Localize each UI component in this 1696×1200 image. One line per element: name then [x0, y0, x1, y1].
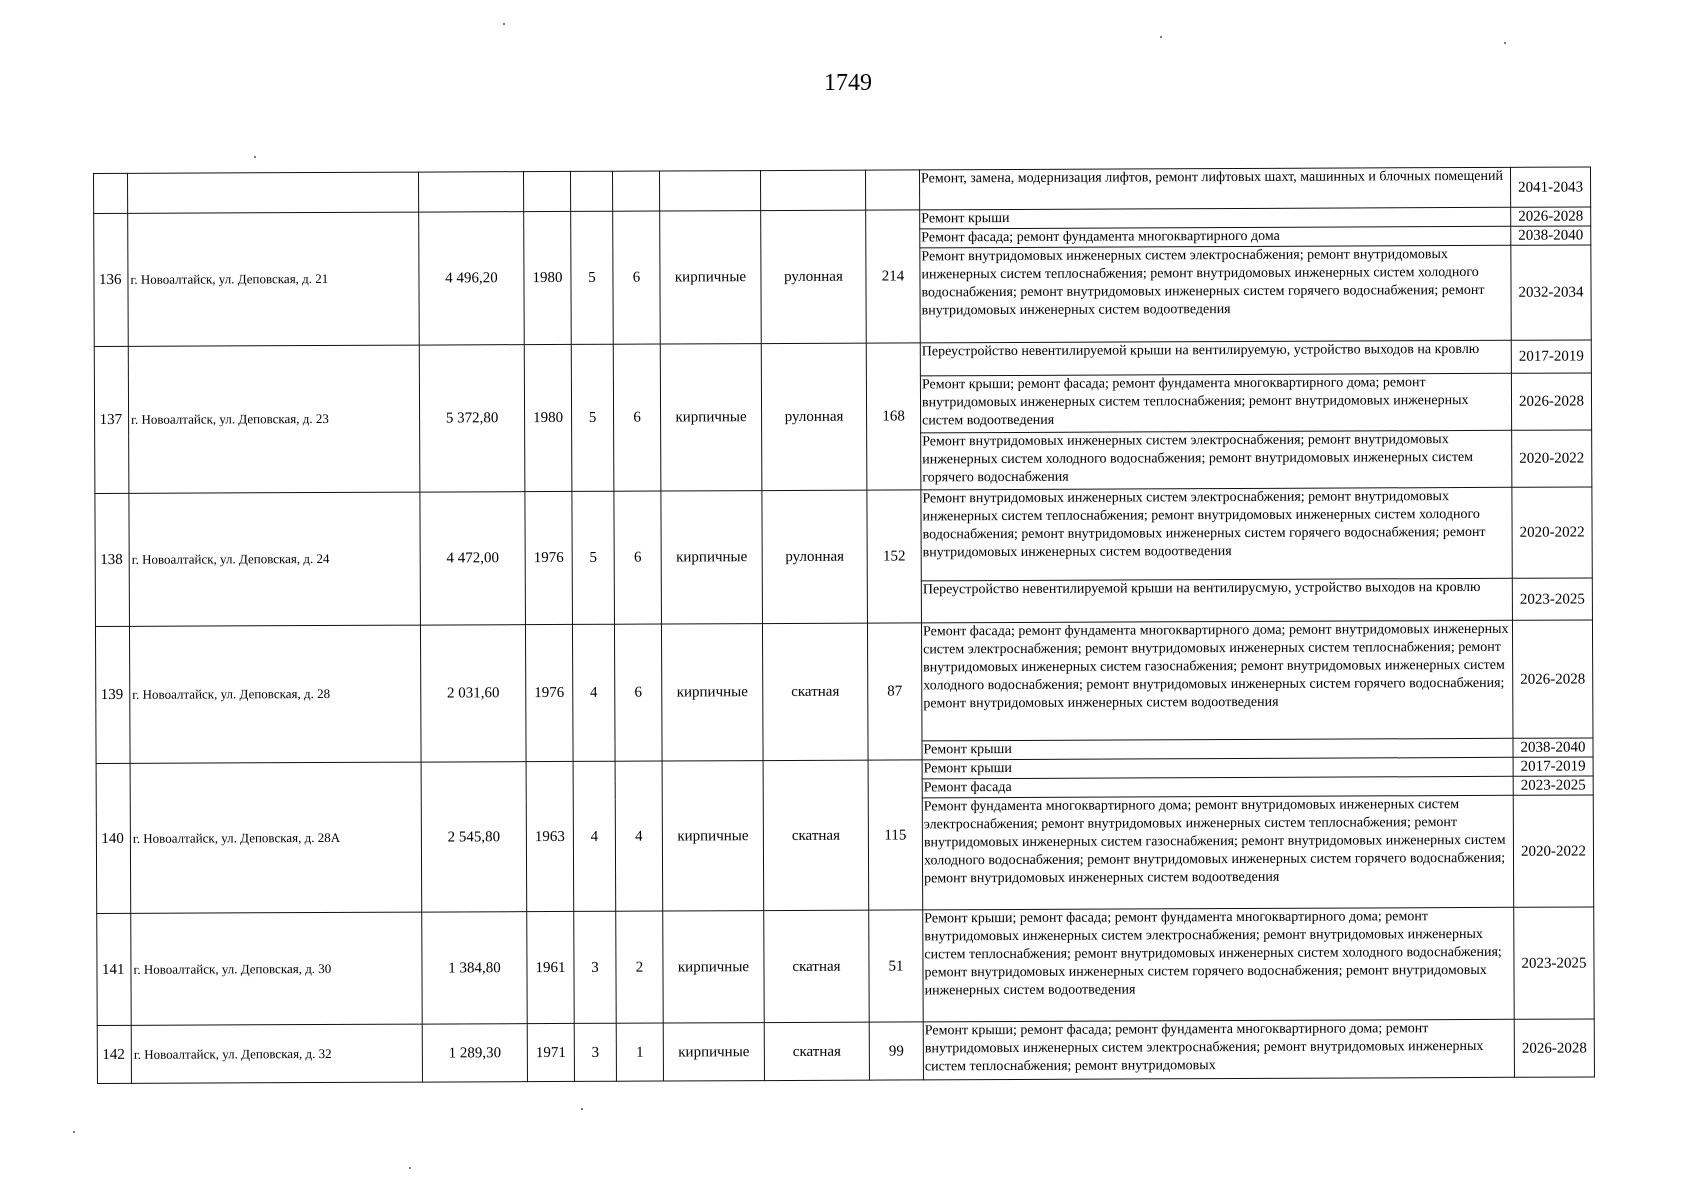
floor-count	[570, 171, 612, 211]
wall-material: кирпичные	[663, 911, 764, 1023]
scan-speck	[254, 156, 256, 158]
work-period: 2017-2019	[1511, 340, 1591, 373]
work-period: 2026-2028	[1511, 207, 1591, 226]
work-period: 2026-2028	[1512, 620, 1593, 738]
work-period: 2038-2040	[1513, 738, 1593, 757]
work-period: 2026-2028	[1511, 373, 1591, 430]
resident-count: 168	[866, 343, 921, 490]
resident-count: 87	[867, 623, 922, 760]
row-number: 138	[95, 493, 130, 626]
work-period: 2023-2025	[1512, 578, 1592, 620]
work-description: Ремонт внутридомовых инженерных систем электроснабжения; ремонт внутридомовых инженерных систем холодного водоснабжения; ремонт внутридомовых инженерных систем горячего водоснабжения	[921, 430, 1512, 490]
work-description: Ремонт внутридомовых инженерных систем электроснабжения; ремонт внутридомовых инженерных систем теплоснабжения; ремонт внутридомовых инженерных систем холодного водоснабжения; ремонт внутридомовых инженерных систем горячего водоснабжения; ремонт внутридомовых инженерных систем водоотведения	[921, 487, 1512, 581]
wall-material: кирпичные	[662, 761, 764, 911]
house-address: г. Новоалтайск, ул. Деповская, д. 21	[128, 212, 420, 346]
wall-material: кирпичные	[661, 624, 763, 761]
build-year: 1976	[525, 624, 573, 761]
work-description: Ремонт, замена, модернизация лифтов, ремонт лифтовых шахт, машинных и блочных помещений	[919, 167, 1510, 210]
work-description: Переустройство невентилируемой крыши на вентилируемую, устройство выходов на кровлю	[920, 340, 1511, 376]
work-description: Ремонт фундамента многоквартирного дома; ремонт внутридомовых инженерных систем электроснабжения; ремонт внутридомовых инженерных систем теплоснабжения; ремонт внутридомовых инженерных систем газоснабжения; ремонт внутридомовых инженерных систем холодного водоснабжения; ремонт внутридомовых инженерных систем горячего водоснабжения; ремонт внутридомовых инженерных систем водоотведения	[922, 795, 1513, 910]
floor-count: 4	[573, 761, 616, 911]
work-description: Ремонт крыши; ремонт фасада; ремонт фундамента многоквартирного дома; ремонт внутридомовых инженерных систем электроснабжения; ремонт внутридомовых инженерных систем теплоснабжения; ремонт внутридомовых инженерных систем холодного водоснабжения; ремонт внутридомовых инженерных систем горячего водоснабжения; ремонт внутридомовых инженерных систем водоотведения	[923, 907, 1514, 1022]
work-period: 2017-2019	[1513, 757, 1593, 776]
work-description: Ремонт крыши	[922, 738, 1513, 760]
roof-type: рулонная	[762, 490, 868, 623]
scan-speck	[503, 23, 505, 25]
floor-count: 5	[572, 491, 615, 624]
work-description: Переустройство невентилируемой крыши на вентилирусмую, устройство выходов на кровлю	[921, 578, 1512, 623]
entrance-count: 6	[613, 211, 661, 344]
build-year: 1963	[526, 761, 574, 911]
row-number	[94, 173, 128, 213]
house-address: г. Новоалтайск, ул. Деповская, д. 28А	[130, 762, 422, 913]
build-year	[523, 171, 570, 211]
work-description: Ремонт фасада	[922, 776, 1513, 798]
entrance-count: 4	[615, 761, 663, 911]
table-row	[95, 487, 1592, 585]
table-row	[94, 167, 1591, 214]
total-area: 5 372,80	[419, 345, 525, 492]
work-description: Ремонт фасада; ремонт фундамента многоквартирного дома; ремонт внутридомовых инженерных систем электроснабжения; ремонт внутридомовых инженерных систем теплоснабжения; ремонт внутридомовых инженерных систем газоснабжения; ремонт внутридомовых инженерных систем холодного водоснабжения; ремонт внутридомовых инженерных систем горячего водоснабжения; ремонт внутридомовых инженерных систем водоотведения	[921, 620, 1513, 741]
roof-type: скатная	[764, 910, 869, 1022]
work-period: 2020-2022	[1513, 795, 1593, 907]
entrance-count: 6	[614, 491, 662, 624]
wall-material: кирпичные	[661, 491, 763, 624]
work-description: Ремонт внутридомовых инженерных систем электроснабжения; ремонт внутридомовых инженерных систем теплоснабжения; ремонт внутридомовых инженерных систем холодного водоснабжения; ремонт внутридомовых инженерных систем горячего водоснабжения; ремонт внутридомовых инженерных систем водоотведения	[920, 245, 1511, 343]
total-area: 1 289,30	[422, 1024, 527, 1082]
roof-type: скатная	[764, 1022, 869, 1080]
total-area: 4 472,00	[420, 492, 526, 625]
roof-type: рулонная	[761, 343, 867, 490]
work-period: 2032-2034	[1511, 245, 1591, 340]
house-address: г. Новоалтайск, ул. Деповская, д. 30	[131, 912, 422, 1025]
resident-count: 115	[868, 760, 923, 910]
work-description: Ремонт крыши	[922, 757, 1513, 779]
table-row	[95, 620, 1593, 745]
entrance-count: 2	[616, 911, 663, 1023]
resident-count: 51	[869, 910, 923, 1022]
total-area	[418, 172, 523, 212]
house-address: г. Новоалтайск, ул. Деповская, д. 23	[128, 345, 420, 493]
entrance-count: 6	[613, 344, 661, 491]
house-address: г. Новоалтайск, ул. Деповская, д. 28	[129, 625, 421, 763]
page-number: 1749	[824, 70, 872, 96]
total-area: 1 384,80	[422, 912, 527, 1024]
entrance-count: 6	[614, 624, 662, 761]
house-address: г. Новоалтайск, ул. Деповская, д. 24	[129, 492, 421, 626]
table-row	[97, 1019, 1594, 1084]
row-number: 137	[94, 346, 129, 493]
row-number: 141	[97, 913, 131, 1025]
work-period: 2038-2040	[1511, 226, 1591, 245]
roof-type: скатная	[762, 623, 868, 760]
roof-type	[760, 170, 865, 210]
scan-speck	[581, 1108, 583, 1110]
work-period: 2020-2022	[1512, 487, 1592, 578]
resident-count: 99	[869, 1022, 923, 1080]
wall-material: кирпичные	[660, 344, 762, 491]
floor-count: 5	[571, 344, 614, 491]
build-year: 1980	[524, 211, 572, 344]
scan-speck	[409, 1167, 411, 1169]
resident-count: 152	[867, 490, 922, 623]
row-number: 136	[94, 213, 129, 346]
floor-count: 3	[574, 1023, 616, 1081]
roof-type: скатная	[763, 760, 869, 910]
wall-material: кирпичные	[660, 211, 762, 344]
floor-count: 3	[574, 911, 616, 1023]
row-number: 142	[97, 1025, 131, 1083]
wall-material: кирпичные	[663, 1023, 764, 1081]
house-address: г. Новоалтайск, ул. Деповская, д. 32	[131, 1024, 422, 1083]
floor-count: 4	[572, 624, 615, 761]
work-period: 2020-2022	[1512, 430, 1592, 487]
work-description: Ремонт крыши	[920, 207, 1511, 229]
row-number: 140	[96, 763, 131, 913]
capital-repair-table	[93, 166, 1595, 1084]
entrance-count: 1	[616, 1023, 663, 1081]
total-area: 2 545,80	[421, 762, 527, 912]
house-address	[128, 172, 419, 213]
build-year: 1980	[524, 344, 572, 491]
total-area: 2 031,60	[420, 625, 526, 762]
resident-count	[865, 170, 919, 210]
work-description: Ремонт крыши; ремонт фасада; ремонт фундамента многоквартирного дома; ремонт внутридомовых инженерных систем теплоснабжения; ремонт внутридомовых инженерных систем водоотведения	[920, 373, 1511, 433]
scan-speck	[1504, 42, 1506, 44]
build-year: 1976	[525, 491, 573, 624]
table-row	[97, 907, 1594, 1026]
work-period: 2026-2028	[1514, 1019, 1594, 1077]
build-year: 1971	[527, 1023, 574, 1081]
work-period: 2023-2025	[1513, 776, 1593, 795]
work-period: 2041-2043	[1510, 167, 1590, 207]
entrance-count	[612, 171, 659, 211]
build-year: 1961	[527, 911, 574, 1023]
floor-count: 5	[571, 211, 614, 344]
work-description: Ремонт фасада; ремонт фундамента многоквартирного дома	[920, 226, 1511, 248]
wall-material	[659, 171, 760, 211]
scan-speck	[73, 1131, 75, 1133]
row-number: 139	[95, 626, 130, 763]
work-description: Ремонт крыши; ремонт фасада; ремонт фундамента многоквартирного дома; ремонт внутридомовых инженерных систем электроснабжения; ремонт внутридомовых инженерных систем теплоснабжения; ремонт внутридомовых	[923, 1019, 1514, 1080]
scan-speck	[1160, 36, 1162, 38]
roof-type: рулонная	[761, 210, 867, 343]
work-period: 2023-2025	[1514, 907, 1594, 1019]
total-area: 4 496,20	[419, 212, 525, 345]
resident-count: 214	[866, 210, 921, 343]
